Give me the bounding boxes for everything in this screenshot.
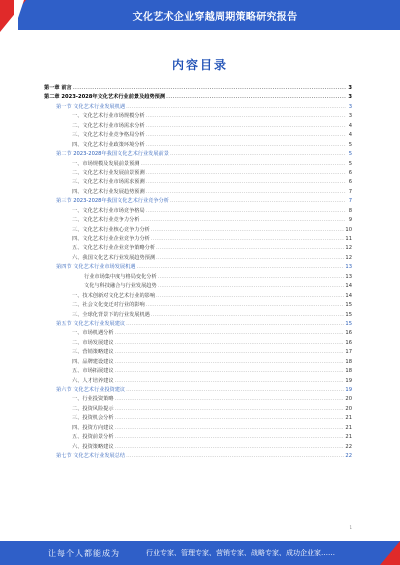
table-of-contents	[44, 84, 352, 462]
toc-entry[interactable]	[44, 244, 352, 253]
toc-entry[interactable]	[44, 235, 352, 244]
toc-entry-title: 二、市场发展建议	[72, 339, 114, 346]
toc-entry[interactable]	[44, 405, 352, 414]
toc-leader-dots	[115, 433, 345, 442]
toc-leader-dots	[126, 320, 344, 329]
toc-entry-page: 21	[345, 424, 352, 431]
toc-entry-page: 7	[348, 198, 352, 205]
toc-entry-page: 15	[345, 302, 352, 309]
toc-entry-title: 六、我国文化艺术行业发展趋势预测	[72, 254, 156, 261]
toc-entry-title: 行业市场集中度与格局变化分析	[84, 273, 157, 280]
toc-entry-title: 三、投资机会分析	[72, 415, 114, 422]
toc-entry-title: 六、人才培养建议	[72, 377, 114, 384]
footer-banner	[0, 541, 400, 565]
toc-entry-title: 一、市场机遇分析	[72, 330, 114, 337]
toc-entry-title: 四、文化艺术行业发展趋势预测	[72, 188, 145, 195]
toc-entry-page: 3	[348, 85, 352, 91]
toc-entry-page: 22	[345, 453, 352, 460]
toc-entry[interactable]	[44, 197, 352, 206]
toc-leader-dots	[136, 263, 344, 272]
toc-entry-title: 一、文化艺术行业市场规模分析	[72, 113, 145, 120]
toc-entry-title: 二、文化艺术行业竞争力分析	[72, 217, 140, 224]
toc-entry-page: 20	[345, 405, 352, 412]
toc-leader-dots	[115, 348, 345, 357]
toc-entry[interactable]	[44, 433, 352, 442]
toc-leader-dots	[73, 84, 346, 93]
toc-entry-page: 21	[345, 434, 352, 441]
toc-entry[interactable]	[44, 207, 352, 216]
toc-entry-page: 15	[345, 320, 352, 327]
report-title: 文化艺术企业穿越周期策略研究报告	[132, 12, 298, 23]
toc-entry[interactable]	[44, 348, 352, 357]
toc-entry-title: 五、市场拓展建议	[72, 368, 114, 375]
toc-entry-title: 第七节 文化艺术行业发展总结	[56, 453, 126, 460]
toc-entry[interactable]	[44, 141, 352, 150]
toc-leader-dots	[146, 169, 346, 178]
toc-entry-page: 21	[345, 415, 352, 422]
toc-entry-page: 9	[348, 217, 352, 224]
toc-entry-page: 15	[345, 311, 352, 318]
toc-entry[interactable]	[44, 112, 352, 121]
toc-entry-page: 6	[348, 179, 352, 186]
toc-entry-page: 16	[345, 330, 352, 337]
toc-entry-page: 5	[348, 160, 352, 167]
toc-entry-page: 18	[345, 368, 352, 375]
toc-entry[interactable]	[44, 320, 352, 329]
toc-entry-page: 22	[345, 443, 352, 450]
toc-entry-title: 四、文化艺术行业政策环境分析	[72, 141, 145, 148]
toc-entry[interactable]	[44, 216, 352, 225]
toc-entry-page: 8	[348, 207, 352, 214]
toc-leader-dots	[166, 93, 346, 102]
toc-entry-title: 第二节 2023-2028年我国文化艺术行业发展前景	[56, 151, 169, 158]
toc-entry[interactable]	[44, 169, 352, 178]
toc-entry[interactable]	[44, 282, 352, 291]
toc-leader-dots	[146, 178, 346, 187]
toc-leader-dots	[140, 216, 346, 225]
toc-entry-page: 10	[345, 226, 352, 233]
toc-entry-title: 二、文化艺术行业市场需求分析	[72, 122, 145, 129]
toc-leader-dots	[115, 367, 345, 376]
toc-leader-dots	[115, 329, 345, 338]
toc-entry-title: 第四节 文化艺术行业市场发展机遇	[56, 264, 136, 271]
toc-leader-dots	[151, 235, 345, 244]
toc-entry-title: 第一节 文化艺术行业发展机遇	[56, 103, 126, 110]
toc-entry-title: 一、技术创新对文化艺术行业的影响	[72, 292, 156, 299]
toc-entry[interactable]	[44, 292, 352, 301]
toc-leader-dots	[156, 292, 344, 301]
toc-leader-dots	[146, 131, 346, 140]
toc-leader-dots	[170, 150, 346, 159]
toc-entry-title: 三、文化艺术行业市场需求预测	[72, 179, 145, 186]
toc-leader-dots	[151, 311, 345, 320]
toc-leader-dots	[156, 254, 344, 263]
toc-entry-page: 13	[345, 273, 352, 280]
toc-entry-title: 四、投资方向建议	[72, 424, 114, 431]
toc-entry-title: 二、投资风险提示	[72, 405, 114, 412]
toc-entry[interactable]	[44, 188, 352, 197]
toc-entry-page: 14	[345, 292, 352, 299]
footer-slogan-right: 行业专家、管理专家、营销专家、战略专家、成功企业家……	[146, 549, 335, 557]
toc-leader-dots	[170, 197, 346, 206]
toc-entry[interactable]	[44, 367, 352, 376]
toc-entry-title: 第六节 文化艺术行业投资建议	[56, 387, 126, 393]
toc-leader-dots	[115, 339, 345, 348]
toc-entry-page: 3	[348, 113, 352, 120]
toc-leader-dots	[146, 188, 346, 197]
footer-slogan-left: 让每个人都能成为	[48, 549, 120, 558]
toc-entry[interactable]	[44, 160, 352, 169]
toc-entry-page: 5	[348, 151, 352, 158]
toc-leader-dots	[115, 358, 345, 367]
toc-entry-title: 文化与科技融合与行业发展趋势	[84, 283, 157, 290]
toc-leader-dots	[115, 414, 345, 423]
toc-entry[interactable]	[44, 329, 352, 338]
toc-entry-page: 11	[345, 236, 352, 242]
toc-entry[interactable]	[44, 93, 352, 102]
toc-entry-title: 一、文化艺术行业市场竞争格局	[72, 207, 145, 214]
toc-entry-title: 一、市场规模及发展前景预测	[72, 160, 140, 167]
toc-leader-dots	[115, 424, 345, 433]
toc-entry[interactable]	[44, 131, 352, 140]
toc-entry[interactable]	[44, 84, 352, 93]
toc-entry-title: 五、投资前景分析	[72, 434, 114, 441]
toc-entry[interactable]	[44, 386, 352, 395]
toc-leader-dots	[158, 273, 345, 282]
toc-entry-title: 五、文化艺术行业企业竞争策略分析	[72, 245, 156, 252]
header-white-stripe	[14, 0, 24, 30]
toc-entry[interactable]	[44, 443, 352, 452]
toc-leader-dots	[146, 112, 346, 121]
toc-entry[interactable]	[44, 273, 352, 282]
toc-leader-dots	[115, 405, 345, 414]
toc-entry-title: 三、文化艺术行业核心竞争力分析	[72, 226, 150, 233]
toc-entry-page: 18	[345, 358, 352, 365]
toc-leader-dots	[115, 443, 345, 452]
toc-entry-page: 14	[345, 283, 352, 290]
toc-entry-page: 19	[345, 377, 352, 384]
page-number: 1	[349, 525, 352, 530]
toc-entry[interactable]	[44, 395, 352, 404]
toc-leader-dots	[158, 282, 345, 291]
toc-entry[interactable]	[44, 263, 352, 272]
toc-entry-page: 5	[348, 141, 352, 148]
toc-entry[interactable]	[44, 226, 352, 235]
toc-leader-dots	[115, 395, 345, 404]
toc-entry-title: 六、投资策略建议	[72, 443, 114, 450]
toc-entry[interactable]	[44, 150, 352, 159]
toc-entry-title: 四、品牌建设建议	[72, 358, 114, 365]
toc-entry-page: 12	[345, 245, 352, 252]
toc-entry-page: 4	[348, 122, 352, 129]
toc-entry-page: 12	[345, 254, 352, 261]
toc-entry-title: 三、文化艺术行业竞争格局分析	[72, 132, 145, 139]
toc-entry[interactable]	[44, 178, 352, 187]
toc-entry-title: 第二章 2023-2028年文化艺术行业前景及趋势预测	[44, 94, 166, 101]
toc-entry[interactable]	[44, 414, 352, 423]
toc-entry-page: 13	[345, 264, 352, 271]
toc-leader-dots	[126, 386, 344, 395]
toc-leader-dots	[146, 141, 346, 150]
toc-entry[interactable]	[44, 424, 352, 433]
toc-entry-title: 二、文化艺术行业发展前景预测	[72, 169, 145, 176]
toc-entry-page: 3	[348, 103, 352, 110]
toc-entry[interactable]	[44, 254, 352, 263]
toc-entry-title: 四、文化艺术行业企业竞争力分析	[72, 236, 150, 242]
toc-entry-page: 19	[345, 387, 352, 393]
toc-entry[interactable]	[44, 377, 352, 386]
toc-entry[interactable]	[44, 339, 352, 348]
toc-heading: 内容目录	[171, 58, 228, 72]
toc-entry[interactable]	[44, 358, 352, 367]
toc-leader-dots	[146, 122, 346, 131]
toc-leader-dots	[126, 452, 344, 461]
toc-entry-title: 第五节 文化艺术行业发展建议	[56, 320, 126, 327]
header-banner	[0, 0, 400, 32]
toc-leader-dots	[115, 377, 345, 386]
toc-entry-page: 20	[345, 396, 352, 403]
toc-entry-title: 第三节 2023-2028年我国文化艺术行业竞争分析	[56, 198, 169, 205]
toc-entry-page: 7	[348, 188, 352, 195]
toc-entry-title: 三、全球化背景下的行业发展机遇	[72, 311, 150, 318]
toc-entry-page: 16	[345, 339, 352, 346]
toc-entry-title: 二、社会文化变迁对行业的影响	[72, 302, 145, 309]
toc-entry-title: 一、行业投资策略	[72, 396, 114, 403]
toc-leader-dots	[126, 103, 346, 112]
toc-leader-dots	[146, 207, 346, 216]
toc-leader-dots	[151, 226, 345, 235]
toc-entry-page: 6	[348, 169, 352, 176]
toc-entry[interactable]	[44, 103, 352, 112]
toc-entry-title: 三、营销策略建议	[72, 349, 114, 356]
toc-entry[interactable]	[44, 452, 352, 461]
toc-leader-dots	[140, 160, 346, 169]
toc-entry-page: 3	[348, 94, 352, 101]
toc-entry[interactable]	[44, 122, 352, 131]
toc-entry-title: 第一章 前言	[44, 85, 72, 91]
toc-entry-page: 4	[348, 132, 352, 139]
toc-entry[interactable]	[44, 311, 352, 320]
footer-red-accent	[380, 541, 400, 565]
toc-leader-dots	[146, 301, 345, 310]
toc-leader-dots	[156, 244, 344, 253]
toc-entry-page: 17	[345, 349, 352, 356]
toc-entry[interactable]	[44, 301, 352, 310]
